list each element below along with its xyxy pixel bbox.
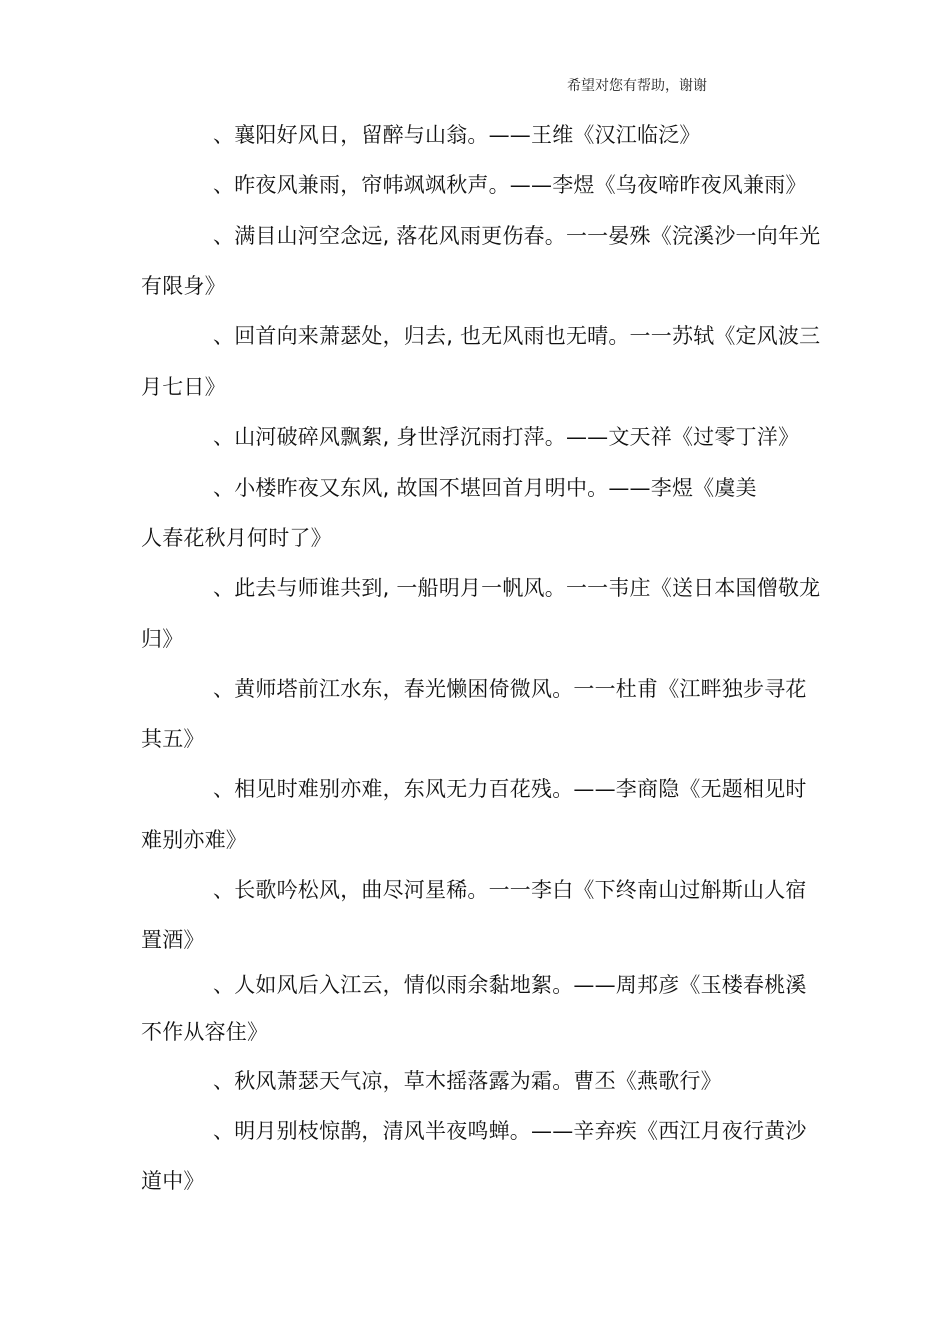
- poem-line-continuation: 月七日》: [141, 375, 226, 399]
- poem-line: 、黄师塔前江水东，春光懒困倚微风。一一杜甫《江畔独步寻花: [213, 677, 807, 701]
- poem-line: 、人如风后入江云，情似雨余黏地絮。——周邦彦《玉楼春桃溪: [213, 973, 807, 997]
- poem-line-continuation: 难别亦难》: [141, 828, 247, 852]
- poem-line: 、小楼昨夜又东风, 故国不堪回首月明中。——李煜《虞美: [213, 476, 757, 500]
- poem-line: 、山河破碎风飘絮, 身世浮沉雨打萍。——文天祥《过零丁洋》: [213, 425, 800, 449]
- poem-line: 、明月别枝惊鹊，清风半夜鸣蝉。——辛弃疾《西江月夜行黄沙: [213, 1119, 807, 1143]
- poem-line-continuation: 人春花秋月何时了》: [141, 526, 332, 550]
- poem-line: 、长歌吟松风，曲尽河星稀。一一李白《下终南山过斛斯山人宿: [213, 878, 807, 902]
- poem-line: 、相见时难别亦难，东风无力百花残。——李商隐《无题相见时: [213, 777, 807, 801]
- poem-line: 、满目山河空念远, 落花风雨更伤春。一一晏殊《浣溪沙一向年光: [213, 224, 821, 248]
- poem-line-continuation: 不作从容住》: [141, 1020, 269, 1044]
- poem-line-continuation: 道中》: [141, 1169, 205, 1193]
- poem-line: 、昨夜风兼雨，帘帏飒飒秋声。——李煜《乌夜啼昨夜风兼雨》: [213, 173, 807, 197]
- poem-line-continuation: 有限身》: [141, 274, 226, 298]
- note-text: 希望对您有帮助，谢谢: [567, 78, 707, 94]
- poem-line: 、襄阳好风日，留醉与山翁。——王维《汉江临泛》: [213, 123, 701, 147]
- poem-line: 、回首向来萧瑟处，归去, 也无风雨也无晴。一一苏轼《定风波三: [213, 324, 821, 348]
- poem-line-continuation: 其五》: [141, 727, 205, 751]
- poem-line: 、此去与师谁共到, 一船明月一帆风。一一韦庄《送日本国僧敬龙: [213, 576, 821, 600]
- poem-line-continuation: 置酒》: [141, 928, 205, 952]
- poem-line: 、秋风萧瑟天气凉，草木摇落露为霜。曹丕《燕歌行》: [213, 1069, 722, 1093]
- poem-line-continuation: 归》: [141, 627, 184, 651]
